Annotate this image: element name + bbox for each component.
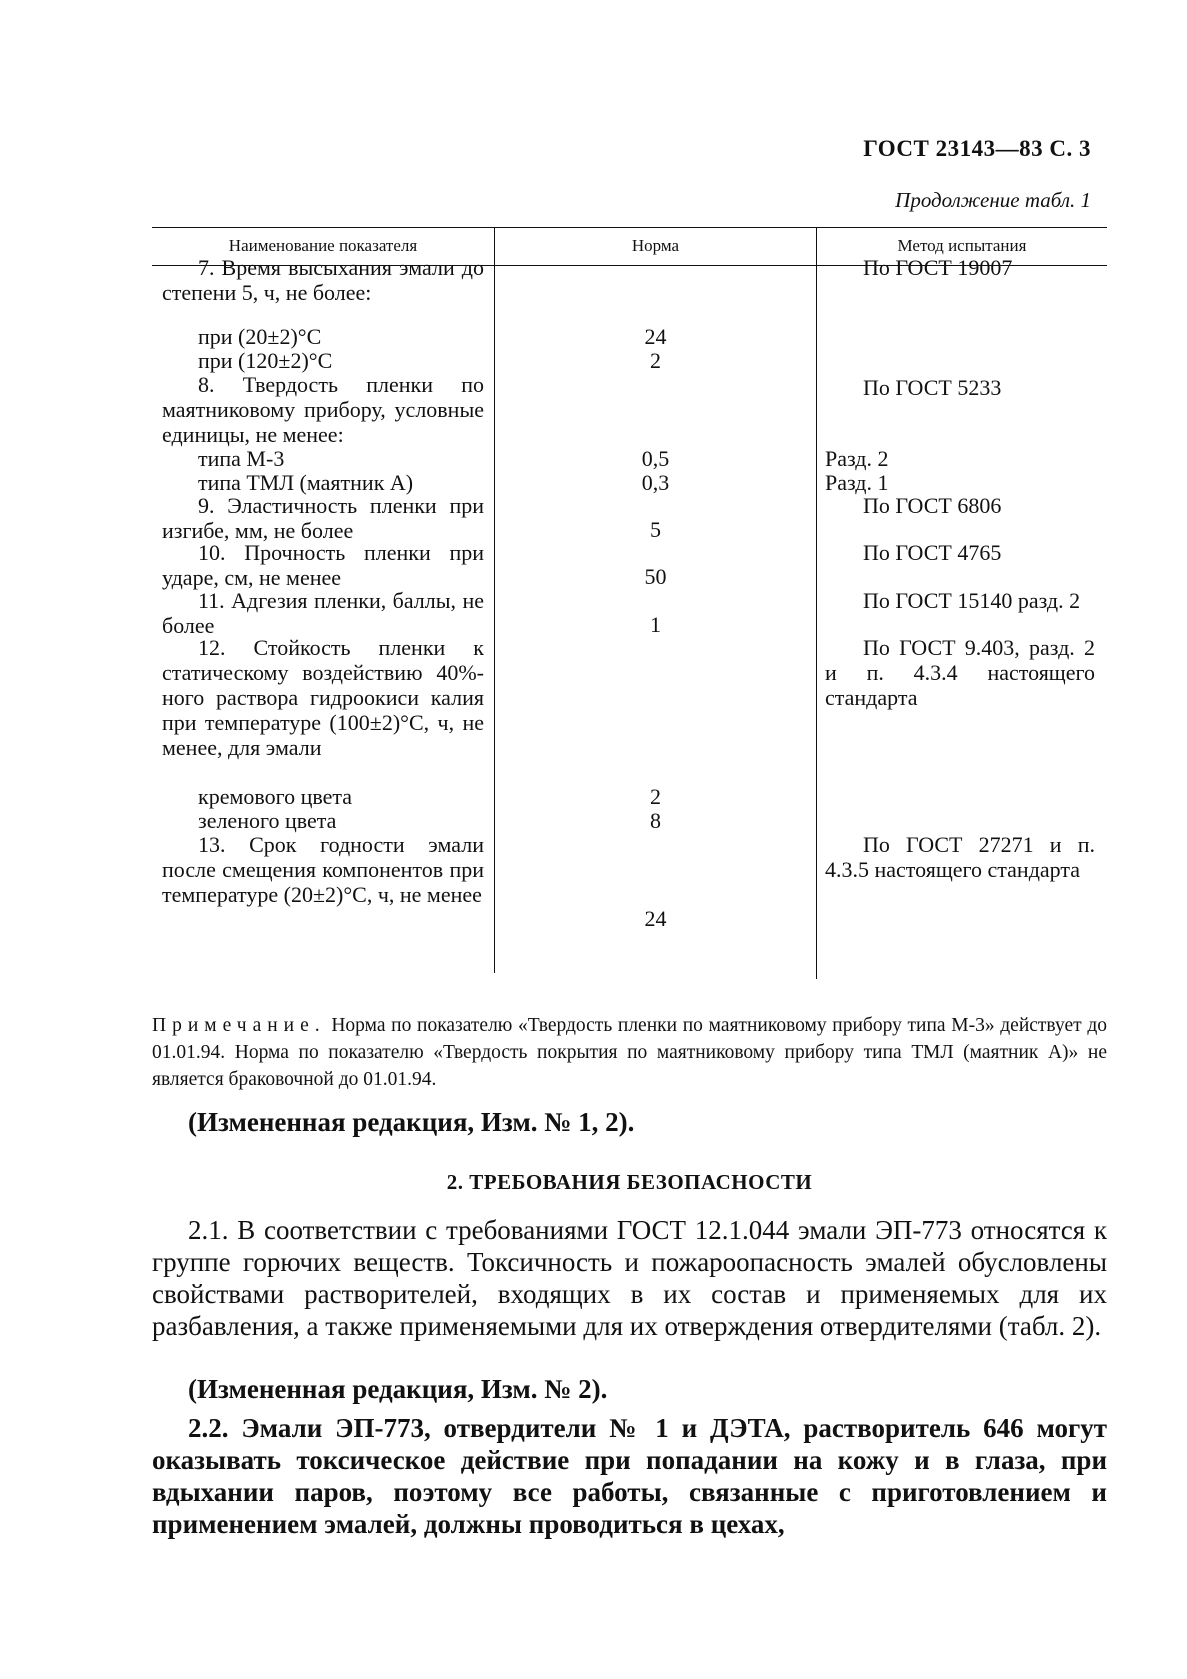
row-11-norm: 1 (650, 612, 661, 637)
row-11-name: 11. Адгезия пленки, баллы, не более (162, 588, 484, 638)
paragraph-2-1: 2.1. В соответствии с требованиями ГОСТ 12.1.044 эмали ЭП-773 относятся к группе горючих веществ. Токсичность и пожароопасность эмалей обусловлены свойствами растворителей, входящих в их состав и применяемых для их разбавления, а также применяемыми для их отверждения отвердителями (табл. 2). (152, 1215, 1107, 1341)
amendment-note-2: (Измененная редакция, Изм. № 2). (188, 1374, 608, 1404)
table-top-rule (152, 227, 1107, 228)
note-text: Норма по показателю «Твердость пленки по маятниковому прибору типа М-3» действует до 01.01.94. Норма по показателю «Твердость покрытия по маятниковому прибору типа ТМЛ (маятник А)» не является браковочной до 01.01.94. (152, 1015, 1107, 1090)
document-header: ГОСТ 23143—83 С. 3 (863, 136, 1091, 161)
row-12b-norm: 8 (650, 808, 661, 833)
paragraph-2-2: 2.2. Эмали ЭП-773, отвердители № 1 и ДЭТА, растворитель 646 могут оказывать токсическое действие при попадании на кожу и в глаза, при вдыхании паров, поэтому все работы, связанные с приготовлением и применением эмалей, должны проводиться в цехах, (152, 1413, 1107, 1539)
row-8-name: 8. Твердость пленки по маятниковому прибору, условные единицы, не менее: (162, 372, 484, 447)
row-11-method: По ГОСТ 15140 разд. 2 (863, 588, 1081, 613)
section-title: 2. ТРЕБОВАНИЯ БЕЗОПАСНОСТИ (446, 1170, 813, 1194)
amendment-note-1: (Измененная редакция, Изм. № 1, 2). (188, 1107, 635, 1137)
row-7-name: 7. Время высыхания эмали до степени 5, ч, не более: (162, 255, 484, 305)
row-12-name: 12. Стойкость пленки к статическому воздействию 40%-ного раствора гидроокиси калия при температуре (100±2)°С, ч, не менее, для эмали (162, 635, 484, 760)
row-8a-method: Разд. 2 (825, 446, 889, 471)
row-8b-name: типа ТМЛ (маятник А) (198, 470, 414, 495)
row-7b-name: при (120±2)°С (198, 348, 333, 373)
table-note (152, 1012, 1107, 1093)
row-10-norm: 50 (644, 564, 667, 589)
row-9-method: По ГОСТ 6806 (863, 493, 1002, 518)
row-7a-norm: 24 (644, 324, 667, 349)
row-8b-norm: 0,3 (641, 470, 670, 495)
row-9-norm: 5 (650, 517, 661, 542)
row-12a-norm: 2 (650, 784, 661, 809)
row-10-name: 10. Прочность пленки при ударе, см, не менее (162, 540, 484, 590)
row-12b-name: зеленого цвета (198, 808, 337, 833)
row-13-method: По ГОСТ 27271 и п. 4.3.5 настоящего стандарта (825, 832, 1095, 882)
row-8b-method: Разд. 1 (825, 470, 889, 495)
column-header-norm: Норма (631, 236, 680, 255)
row-10-method: По ГОСТ 4765 (863, 540, 1002, 565)
row-8-method: По ГОСТ 5233 (863, 375, 1002, 400)
row-13-norm: 24 (644, 906, 667, 931)
row-7b-norm: 2 (650, 348, 661, 373)
note-label: Примечание. (152, 1015, 326, 1036)
column-header-name: Наименование показателя (228, 236, 418, 255)
row-8a-name: типа М-3 (198, 446, 285, 471)
table-continuation-label: Продолжение табл. 1 (895, 188, 1091, 212)
row-12a-name: кремового цвета (198, 784, 353, 809)
row-7a-name: при (20±2)°С (198, 324, 322, 349)
row-8a-norm: 0,5 (641, 446, 670, 471)
column-header-method: Метод испытания (897, 236, 1027, 255)
row-7-method: По ГОСТ 19007 (863, 255, 1013, 280)
row-13-name: 13. Срок годности эмали после смещения компонентов при температуре (20±2)°С, ч, не менее (162, 832, 484, 907)
row-12-method: По ГОСТ 9.403, разд. 2 и п. 4.3.4 настоящего стандарта (825, 635, 1095, 710)
column-divider-2 (816, 227, 817, 979)
row-9-name: 9. Эластичность пленки при изгибе, мм, не более (162, 493, 484, 543)
